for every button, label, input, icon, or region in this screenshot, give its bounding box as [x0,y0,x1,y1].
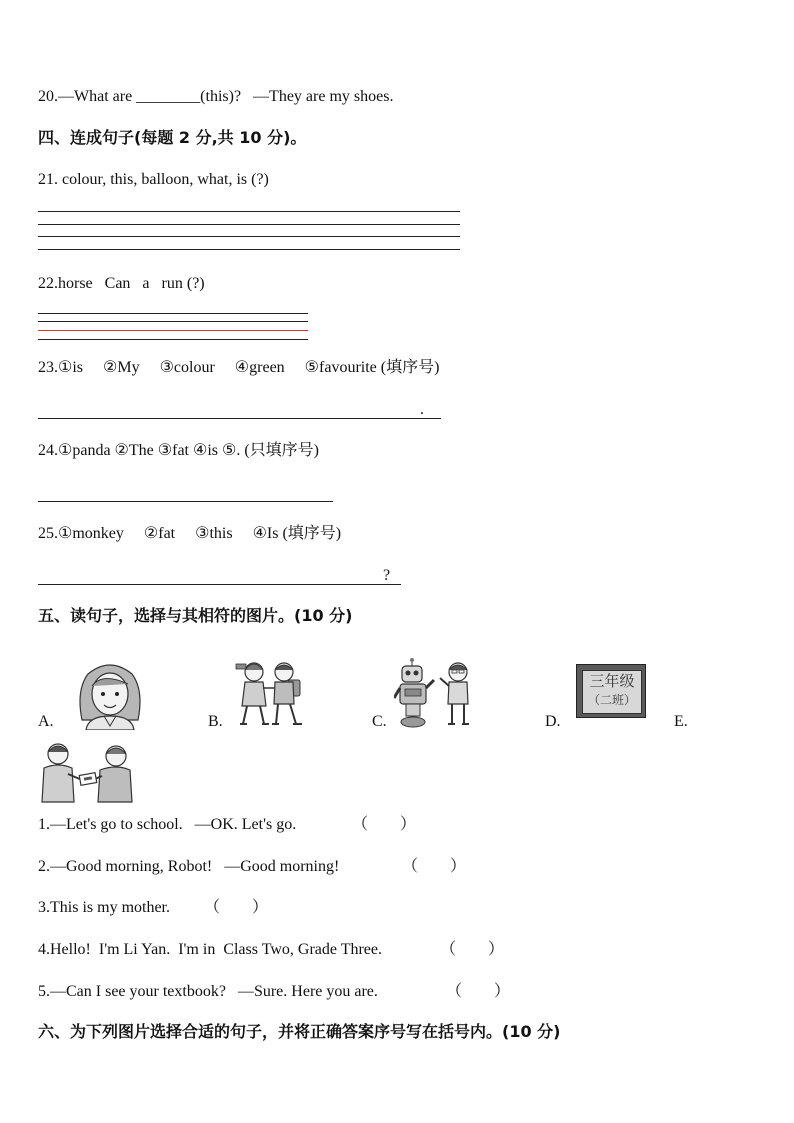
class-sign-icon[interactable] [576,664,646,718]
exchanging-textbook-icon[interactable] [38,740,134,804]
writing-line [38,236,460,237]
answer-line-25[interactable] [38,584,401,585]
answer-paren-3[interactable]: （ ） [204,899,269,916]
section-4-title: 四、连成句子(每题 2 分,共 10 分)。 [38,128,307,147]
mother-portrait-icon[interactable] [70,660,150,730]
option-d-label: D. [545,713,561,730]
answer-line-24[interactable] [38,501,333,502]
sign-grade-text: 三年级 [589,672,635,690]
children-walking-to-school-icon[interactable] [232,658,306,730]
writing-line [38,211,460,212]
end-mark-23: . [420,401,424,418]
section-5-title: 五、读句子，选择与其相符的图片。(10 分) [38,606,353,625]
answer-paren-2[interactable]: （ ） [402,858,467,875]
end-mark-25: ? [383,567,391,584]
writing-line-red [38,330,308,331]
question-25: 25.①monkey ②fat ③this ④Is (填序号) [38,525,342,542]
option-a-label: A. [38,713,54,730]
answer-line-23[interactable] [38,418,441,419]
question-21: 21. colour, this, balloon, what, is (?) [38,171,269,188]
sentence-4: 4.Hello! I'm Li Yan. I'm in Class Two, Grade Three. [38,941,383,958]
writing-line [38,313,308,314]
robot-and-boy-icon[interactable] [394,658,478,730]
option-c-label: C. [372,713,387,730]
question-22: 22.horse Can a run (?) [38,275,205,292]
question-24: 24.①panda ②The ③fat ④is ⑤. (只填序号) [38,442,320,459]
option-e-label: E. [674,713,688,730]
writing-line [38,249,460,250]
answer-paren-5[interactable]: （ ） [446,983,511,1000]
writing-line [38,224,460,225]
writing-line [38,321,308,322]
question-23: 23.①is ②My ③colour ④green ⑤favourite (填序号) [38,359,440,376]
option-b-label: B. [208,713,223,730]
section-6-title: 六、为下列图片选择合适的句子，并将正确答案序号写在括号内。(10 分) [38,1022,561,1041]
sentence-2: 2.—Good morning, Robot! —Good morning! [38,858,340,875]
answer-paren-4[interactable]: （ ） [440,941,505,958]
sentence-1: 1.—Let's go to school. —OK. Let's go. [38,816,297,833]
sentence-3: 3.This is my mother. [38,899,170,916]
writing-line [38,339,308,340]
sign-class-text: （二班） [587,693,636,707]
sentence-5: 5.—Can I see your textbook? —Sure. Here you are. [38,983,378,1000]
answer-paren-1[interactable]: （ ） [352,816,417,833]
question-20: 20.—What are ________(this)? —They are my shoes. [38,88,394,105]
